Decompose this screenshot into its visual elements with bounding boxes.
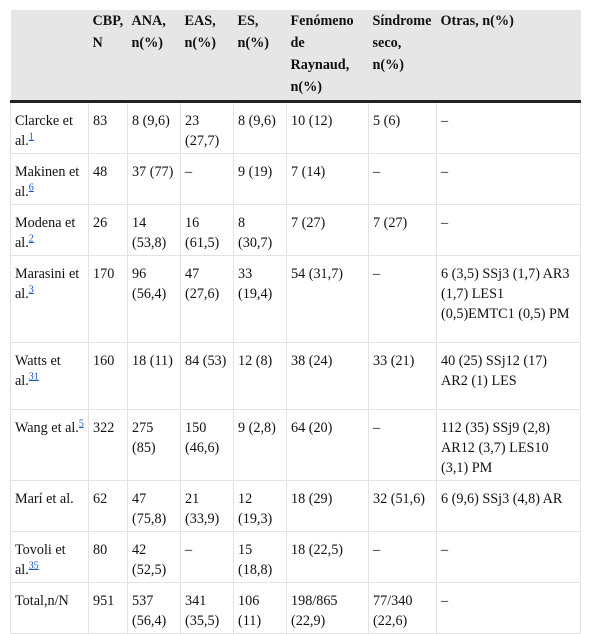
reference-link[interactable]: 31 [28,371,39,383]
cell-cbp: 62 [89,481,128,532]
cell-cbp: 48 [89,154,128,205]
cell-author [11,343,89,410]
cell-author [11,532,89,583]
cell-otras: 6 (3,5) SSj3 (1,7) AR3 (1,7) LES1 (0,5)EMTC1 (0,5) PM [437,256,581,343]
header-ana: ANA, n(%) [128,10,181,102]
author-name: Modena et al. [15,215,76,251]
cell-seco: 7 (27) [369,205,437,256]
cell-author [11,154,89,205]
header-otras: Otras, n(%) [437,10,581,102]
cell-otras: – [437,154,581,205]
author-name: Clarcke et al. [15,113,73,149]
cell-author [11,256,89,343]
author-name: Marí et al. [15,491,74,507]
cell-author [11,102,89,154]
cell-ana: 14 (53,8) [128,205,181,256]
cell-es: 8 (30,7) [234,205,287,256]
cell-otras: 112 (35) SSj9 (2,8) AR12 (3,7) LES10 (3,1) PM [437,410,581,481]
cell-raynaud: 7 (14) [287,154,369,205]
cell-es: 33 (19,4) [234,256,287,343]
cell-ana: 37 (77) [128,154,181,205]
author-name: Makinen et al. [15,164,80,200]
header-eas: EAS, n(%) [181,10,234,102]
table-row [11,481,581,532]
cell-ana: 18 (11) [128,343,181,410]
cell-otras: – [437,102,581,154]
cell-seco: 5 (6) [369,102,437,154]
cell-eas: 16 (61,5) [181,205,234,256]
cell-seco: – [369,154,437,205]
cell-author [11,583,89,634]
header-row [11,10,581,102]
reference-link[interactable]: 6 [28,182,34,194]
cell-ana: 96 (56,4) [128,256,181,343]
cell-eas: – [181,532,234,583]
cell-author [11,205,89,256]
cell-ana: 8 (9,6) [128,102,181,154]
cell-seco: – [369,532,437,583]
reference-link[interactable]: 1 [28,131,34,143]
cell-author [11,481,89,532]
cell-eas: 47 (27,6) [181,256,234,343]
cell-cbp: 170 [89,256,128,343]
table-row [11,410,581,481]
cell-seco: 33 (21) [369,343,437,410]
cell-ana: 42 (52,5) [128,532,181,583]
cell-seco: 32 (51,6) [369,481,437,532]
cell-raynaud: 10 (12) [287,102,369,154]
cell-es: 106 (11) [234,583,287,634]
cell-eas: 150 (46,6) [181,410,234,481]
author-name: Tovoli et al. [15,542,66,578]
cell-es: 9 (2,8) [234,410,287,481]
cell-otras: – [437,583,581,634]
header-author [11,10,89,102]
cell-raynaud: 18 (29) [287,481,369,532]
cell-eas: 341 (35,5) [181,583,234,634]
cell-otras: – [437,532,581,583]
author-name: Marasini et al. [15,266,80,302]
cell-raynaud: 38 (24) [287,343,369,410]
cell-raynaud: 64 (20) [287,410,369,481]
cell-eas: 21 (33,9) [181,481,234,532]
cell-es: 12 (19,3) [234,481,287,532]
reference-link[interactable]: 3 [28,284,34,296]
cell-otras: – [437,205,581,256]
cell-cbp: 322 [89,410,128,481]
cell-cbp: 26 [89,205,128,256]
header-cbp: CBP, N [89,10,128,102]
header-es: ES, n(%) [234,10,287,102]
table-row [11,205,581,256]
reference-link[interactable]: 5 [78,418,84,430]
reference-link[interactable]: 2 [28,233,34,245]
data-table [10,10,581,634]
table-row [11,154,581,205]
cell-es: 8 (9,6) [234,102,287,154]
author-name: Watts et al. [15,353,61,389]
table-row [11,583,581,634]
cell-raynaud: 54 (31,7) [287,256,369,343]
cell-seco: – [369,410,437,481]
cell-eas: 23 (27,7) [181,102,234,154]
author-name: Total,n/N [15,593,69,609]
cell-seco: – [369,256,437,343]
cell-eas: 84 (53) [181,343,234,410]
cell-seco: 77/340 (22,6) [369,583,437,634]
cell-ana: 47 (75,8) [128,481,181,532]
header-seco: Síndrome seco, n(%) [369,10,437,102]
cell-otras: 6 (9,6) SSj3 (4,8) AR [437,481,581,532]
cell-ana: 537 (56,4) [128,583,181,634]
cell-cbp: 951 [89,583,128,634]
cell-author [11,410,89,481]
cell-es: 12 (8) [234,343,287,410]
author-name: Wang et al. [15,420,79,436]
table-row [11,532,581,583]
table-row [11,343,581,410]
cell-ana: 275 (85) [128,410,181,481]
cell-cbp: 83 [89,102,128,154]
cell-cbp: 160 [89,343,128,410]
cell-es: 9 (19) [234,154,287,205]
table-container [10,10,580,634]
cell-cbp: 80 [89,532,128,583]
cell-es: 15 (18,8) [234,532,287,583]
reference-link[interactable]: 35 [28,560,39,572]
cell-eas: – [181,154,234,205]
cell-raynaud: 198/865 (22,9) [287,583,369,634]
cell-raynaud: 7 (27) [287,205,369,256]
table-row [11,256,581,343]
table-row [11,102,581,154]
cell-otras: 40 (25) SSj12 (17) AR2 (1) LES [437,343,581,410]
header-raynaud: Fenómeno de Raynaud, n(%) [287,10,369,102]
cell-raynaud: 18 (22,5) [287,532,369,583]
